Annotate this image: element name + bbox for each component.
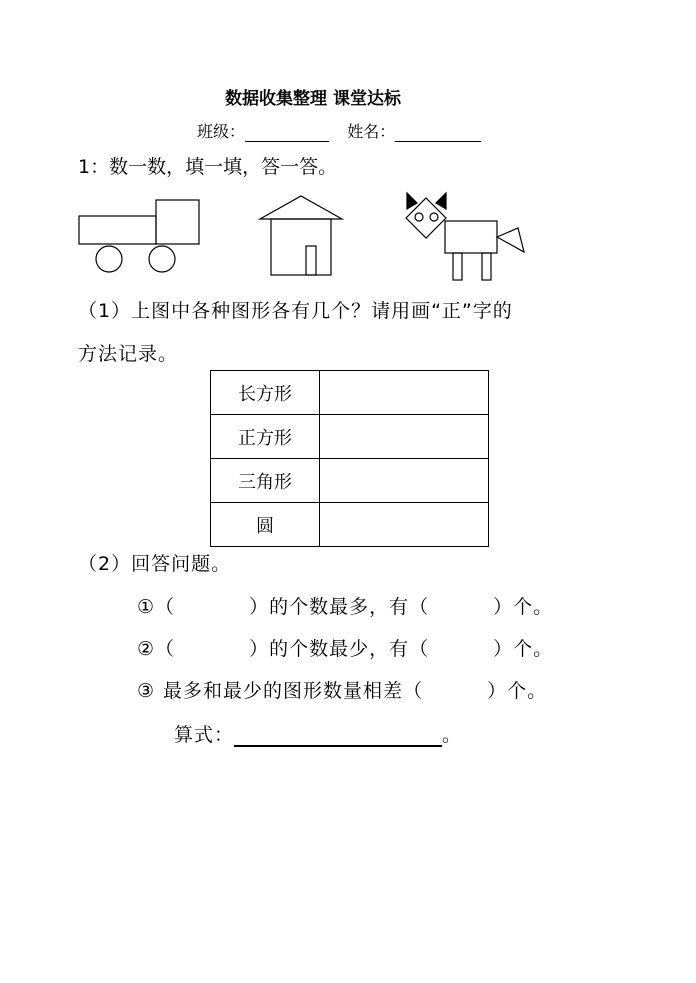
animal-eye-right [430,213,438,221]
row-label-triangle: 三角形 [211,459,320,503]
paren-open: （ [155,638,176,660]
paren-close: ） [249,638,270,660]
paren-open: （ [155,596,176,618]
truck-wheel-right [149,246,175,272]
animal-ear-left [407,193,417,209]
paren-open: （ [409,596,430,618]
question-1-heading: 1：数一数，填一填，答一答。 [78,156,338,178]
table-row [211,371,489,415]
part-1-question: （1）上图中各种图形各有几个？请用画“正”字的 [78,300,513,322]
animal-leg-right [482,253,491,280]
answer-item-3 [137,676,547,703]
answer-item-2 [137,634,553,661]
paren-open: （ [409,638,430,660]
animal-figure [406,193,524,280]
tally-cell-rectangle[interactable] [320,371,489,415]
truck-cab-square [156,200,199,244]
paren-close: ） [493,596,514,618]
house-roof-triangle [260,196,342,219]
paren-open: （ [403,680,424,702]
part-2-heading: （2）回答问题。 [78,553,232,575]
animal-tail-triangle [497,228,524,252]
paren-close: ） [487,680,508,702]
table-row [211,503,489,547]
formula-end: 。 [442,724,463,746]
table-row [211,459,489,503]
formula-blank[interactable] [234,725,442,747]
answer-item-1 [137,592,553,619]
item-text: 的个数最少，有 [269,638,410,660]
tally-cell-triangle[interactable] [320,459,489,503]
item-text: 的个数最多，有 [269,596,410,618]
item-marker: ② [137,638,156,660]
item-end: 个。 [513,638,554,660]
paren-close: ） [249,596,270,618]
row-label-circle: 圆 [211,503,320,547]
formula-line [174,720,462,747]
item-text: 最多和最少的图形数量相差 [163,680,404,702]
name-label: 姓名： [347,122,396,141]
page-title: 数据收集整理 课堂达标 [225,89,401,109]
row-label-rectangle: 长方形 [211,371,320,415]
class-label: 班级： [197,122,246,141]
formula-label: 算式： [174,724,235,746]
truck-figure [79,200,199,272]
animal-eye-left [415,213,423,221]
shapes-picture [0,0,696,300]
item-end: 个。 [513,596,554,618]
part-1-question-cont: 方法记录。 [78,343,179,365]
item-marker: ③ [137,680,156,702]
house-wall-square [271,219,331,275]
tally-table [210,370,489,547]
paren-close: ） [493,638,514,660]
item-marker: ① [137,596,156,618]
row-label-square: 正方形 [211,415,320,459]
tally-cell-circle[interactable] [320,503,489,547]
animal-body-rectangle [445,221,497,253]
house-figure [260,196,342,275]
item-end: 个。 [507,680,548,702]
tally-cell-square[interactable] [320,415,489,459]
table-row [211,415,489,459]
house-door-rectangle [306,246,316,275]
animal-leg-left [453,253,462,280]
truck-wheel-left [96,246,122,272]
truck-body-rectangle [79,216,156,244]
animal-ear-right [436,193,446,209]
